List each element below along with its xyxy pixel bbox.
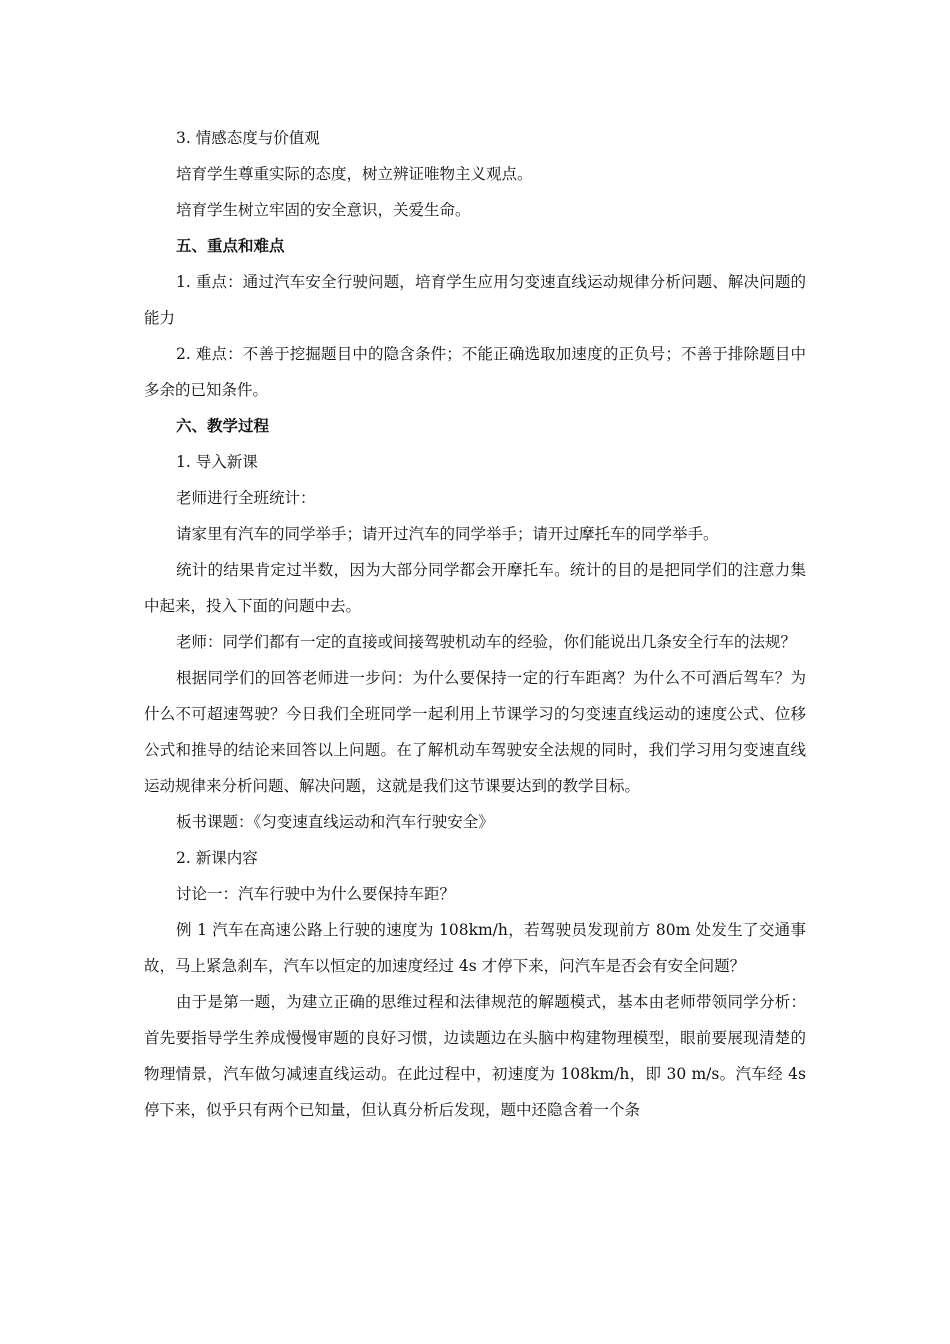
paragraph: 培育学生尊重实际的态度，树立辨证唯物主义观点。 bbox=[176, 165, 533, 183]
paragraph: 统计的结果肯定过半数，因为大部分同学都会开摩托车。统计的目的是把同学们的注意力集中起来，投入下面的问题中去。 bbox=[144, 561, 806, 615]
paragraph: 1. 重点：通过汽车安全行驶问题，培育学生应用匀变速直线运动规律分析问题、解决问题的能力 bbox=[144, 273, 806, 327]
paragraph: 根据同学们的回答老师进一步问：为什么要保持一定的行车距离？为什么不可酒后驾车？为什么不可超速驾驶？今日我们全班同学一起利用上节课学习的匀变速直线运动的速度公式、位移公式和推导的结论来回答以上问题。在了解机动车驾驶安全法规的同时，我们学习用匀变速直线运动规律来分析问题、解决问题，这就是我们这节课要达到的教学目标。 bbox=[144, 669, 806, 795]
paragraph: 由于是第一题，为建立正确的思维过程和法律规范的解题模式，基本由老师带领同学分析：首先要指导学生养成慢慢审题的良好习惯，边读题边在头脑中构建物理模型，眼前要展现清楚的物理情景，汽车做匀减速直线运动。在此过程中，初速度为 108km/h，即 30 m/s。汽车经 4s 停下来，似乎只有两个已知量，但认真分析后发现，题中还隐含着一个条 bbox=[144, 993, 806, 1119]
paragraph: 老师进行全班统计： bbox=[176, 489, 316, 507]
paragraph: 老师：同学们都有一定的直接或间接驾驶机动车的经验，你们能说出几条安全行车的法规？ bbox=[176, 633, 797, 651]
document-page bbox=[144, 120, 806, 1128]
paragraph: 讨论一：汽车行驶中为什么要保持车距？ bbox=[176, 885, 456, 903]
section-heading: 五、重点和难点 bbox=[176, 236, 285, 255]
paragraph: 例 1 汽车在高速公路上行驶的速度为 108km/h，若驾驶员发现前方 80m 处发生了交通事故，马上紧急刹车，汽车以恒定的加速度经过 4s 才停下来，问汽车是否会有安全问题？ bbox=[144, 921, 806, 975]
paragraph: 请家里有汽车的同学举手；请开过汽车的同学举手；请开过摩托车的同学举手。 bbox=[176, 525, 719, 543]
subsection-heading: 3. 情感态度与价值观 bbox=[176, 129, 320, 147]
subsection-heading: 1. 导入新课 bbox=[176, 453, 258, 471]
paragraph: 板书课题：《匀变速直线运动和汽车行驶安全》 bbox=[176, 813, 494, 831]
paragraph: 培育学生树立牢固的安全意识，关爱生命。 bbox=[176, 201, 471, 219]
subsection-heading: 2. 新课内容 bbox=[176, 849, 258, 867]
section-heading: 六、教学过程 bbox=[176, 416, 270, 435]
paragraph: 2. 难点：不善于挖掘题目中的隐含条件；不能正确选取加速度的正负号；不善于排除题目中多余的已知条件。 bbox=[144, 345, 806, 399]
